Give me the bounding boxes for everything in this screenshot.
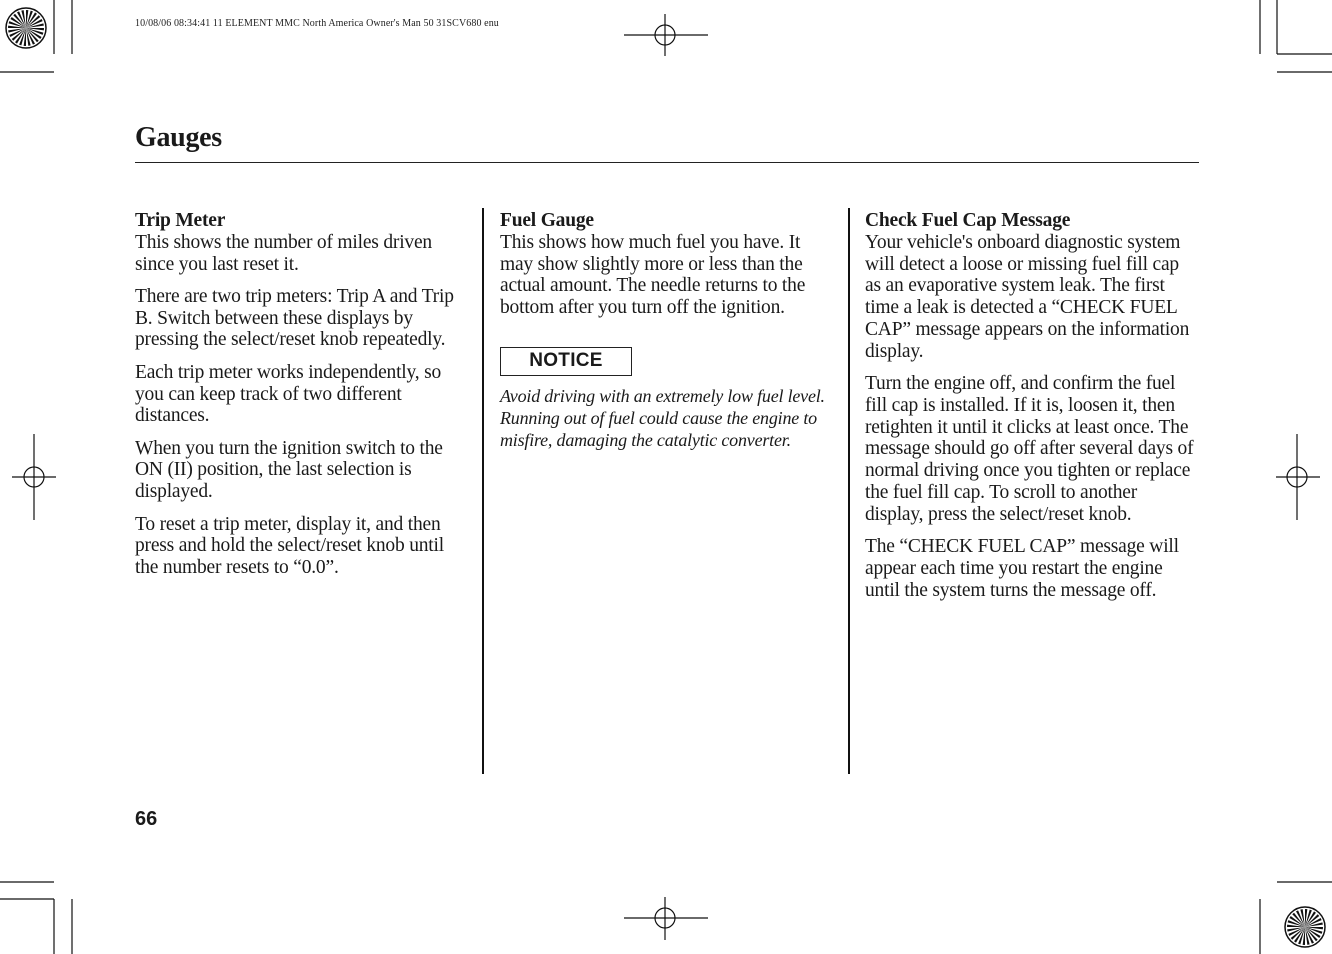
fuel-gauge-section	[500, 210, 834, 462]
paragraph: Your vehicle's onboard diagnostic system will detect a loose or missing fuel fill cap as an evaporative system leak. The first time a leak is detected a “CHECK FUEL CAP” message appears on the information display.	[865, 231, 1190, 362]
notice-text: Avoid driving with an extremely low fuel level. Running out of fuel could cause the engine to misfire, damaging the catalytic converter.	[500, 386, 825, 451]
paragraph: The “CHECK FUEL CAP” message will appear each time you restart the engine until the system turns the message off.	[865, 536, 1179, 601]
paragraph: Turn the engine off, and confirm the fuel fill cap is installed. If it is, loosen it, then retighten it until it clicks at least once. The message should go off after several days of normal driving once you tighten or replace the fuel fill cap. To scroll to another display, press the select/reset knob.	[865, 373, 1194, 525]
paragraph: To reset a trip meter, display it, and then press and hold the select/reset knob until the number resets to “0.0”.	[135, 513, 444, 579]
paragraph: This shows the number of miles driven since you last reset it.	[135, 231, 432, 275]
paragraph: There are two trip meters: Trip A and Trip B. Switch between these displays by pressing the select/reset knob repeatedly.	[135, 285, 454, 351]
trip-meter-section	[135, 210, 471, 589]
paragraph: Each trip meter works independently, so you can keep track of two different distances.	[135, 361, 442, 427]
paragraph: When you turn the ignition switch to the ON (II) position, the last selection is displayed.	[135, 437, 443, 503]
title-rule	[135, 162, 1199, 163]
fuel-cap-heading: Check Fuel Cap Message	[865, 210, 1071, 231]
fuel-gauge-heading: Fuel Gauge	[500, 210, 594, 231]
fuel-cap-section	[865, 210, 1197, 612]
trip-meter-heading: Trip Meter	[135, 210, 226, 231]
print-slug: 10/08/06 08:34:41 11 ELEMENT MMC North America Owner's Man 50 31SCV680 enu	[135, 18, 499, 29]
column-divider	[848, 208, 850, 774]
notice-label: NOTICE	[500, 347, 632, 376]
paragraph: This shows how much fuel you have. It may show slightly more or less than the actual amount. The needle returns to the bottom after you turn off the ignition.	[500, 231, 806, 319]
page-number: 66	[135, 808, 158, 830]
column-divider	[482, 208, 484, 774]
page-title: Gauges	[135, 122, 222, 153]
